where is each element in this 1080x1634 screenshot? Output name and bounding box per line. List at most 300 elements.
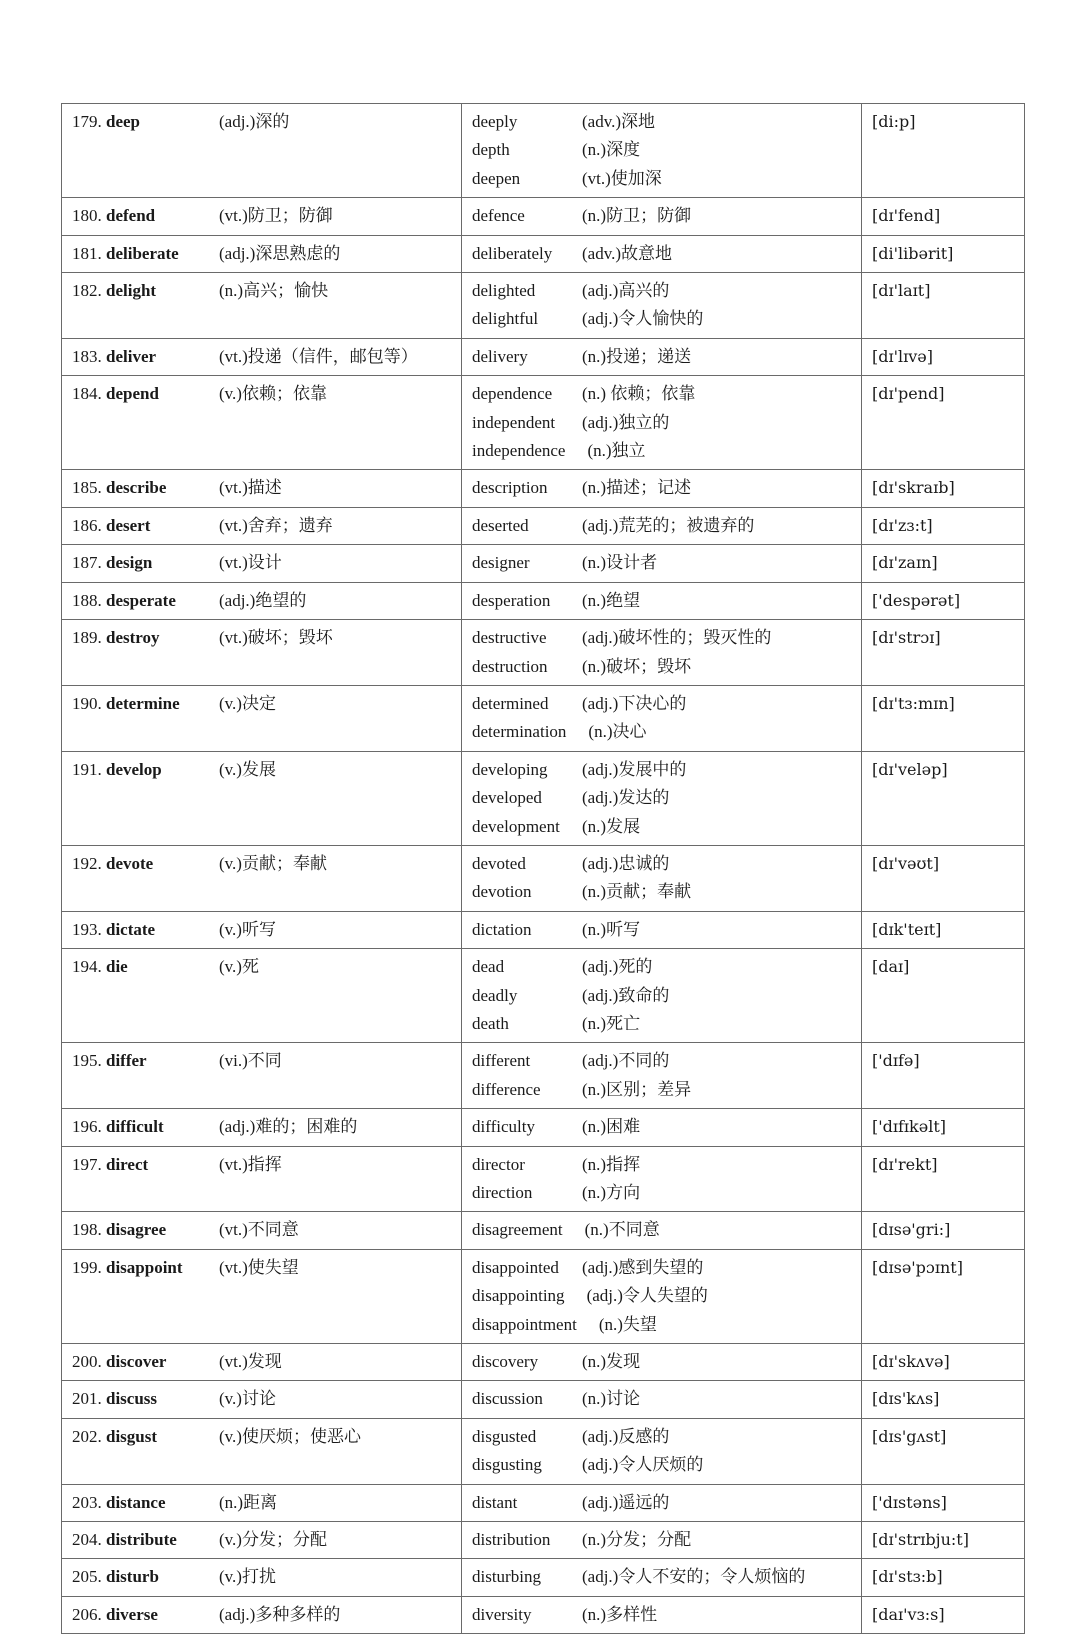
phonetic-cell	[862, 104, 1025, 198]
derivative-line	[472, 1216, 851, 1244]
headword-line	[72, 1385, 451, 1413]
headword-cell	[62, 1559, 462, 1596]
phonetic-cell	[862, 1249, 1025, 1343]
headword-label	[72, 1385, 185, 1413]
phonetic-cell	[862, 1418, 1025, 1484]
derivative-word: delightful	[472, 309, 539, 329]
headword: die	[106, 957, 128, 977]
headword-label	[72, 756, 185, 784]
phonetic-transcription: [daɪ'vɜ:s]	[872, 1604, 945, 1624]
derivative-word: developing	[472, 759, 548, 779]
derivative-meaning: (adj.)发达的	[582, 788, 670, 808]
derivatives-cell	[462, 1596, 862, 1633]
headword-label	[72, 850, 185, 878]
headword-label	[72, 1216, 185, 1244]
phonetic-cell	[862, 845, 1025, 911]
table-row	[62, 545, 1025, 582]
derivative-meaning: (n.)绝望	[582, 590, 641, 610]
derivative-meaning: (adj.)令人愉快的	[582, 309, 704, 329]
headword: deep	[106, 112, 140, 131]
headword: design	[106, 553, 153, 573]
entry-number: 188.	[72, 590, 102, 610]
derivative-meaning: (n.)贡献；奉献	[582, 882, 692, 902]
derivative-word: devotion	[472, 882, 532, 902]
headword-label	[72, 1601, 185, 1629]
headword-label	[72, 1151, 185, 1179]
headword: discover	[106, 1352, 167, 1372]
entry-number: 181.	[72, 243, 102, 263]
headword: delight	[106, 281, 157, 301]
entry-number: 182.	[72, 281, 102, 301]
derivative-line	[472, 690, 851, 718]
headword-line	[72, 380, 451, 408]
headword-line	[72, 1216, 451, 1244]
headword: distribute	[106, 1530, 177, 1550]
derivative-line	[472, 512, 851, 540]
derivative-line	[472, 1179, 851, 1207]
phonetic-transcription: ['despərət]	[872, 590, 961, 610]
derivatives-cell	[462, 1484, 862, 1521]
derivative-word: designer	[472, 553, 530, 573]
headword-meaning: (n.)距离	[219, 1492, 278, 1512]
derivative-line	[472, 474, 851, 502]
headword-label	[72, 690, 185, 718]
derivatives-cell	[462, 1109, 862, 1146]
headword: deliver	[106, 346, 157, 366]
derivative-meaning: (n.)发现	[582, 1352, 641, 1372]
headword-meaning: (vi.)不同	[219, 1051, 282, 1071]
phonetic-transcription: [dɪ'laɪt]	[872, 281, 931, 301]
derivative-meaning: (adj.)致命的	[582, 985, 670, 1005]
derivative-meaning: (n.)决心	[588, 722, 647, 742]
headword-label	[72, 512, 185, 540]
derivatives-cell	[462, 1249, 862, 1343]
phonetic-transcription: [dɪ'veləp]	[872, 759, 948, 779]
derivative-line	[472, 982, 851, 1010]
headword-label	[72, 1047, 185, 1075]
derivative-line	[472, 1563, 851, 1591]
derivative-word: different	[472, 1051, 531, 1071]
headword-line	[72, 343, 451, 371]
derivative-line	[472, 240, 851, 268]
entry-number: 204.	[72, 1530, 102, 1550]
headword-meaning: (vt.)设计	[219, 553, 282, 573]
derivatives-cell	[462, 1381, 862, 1418]
derivative-meaning: (adj.)独立的	[582, 412, 670, 432]
entry-number: 199.	[72, 1257, 102, 1277]
headword-line	[72, 1489, 451, 1517]
headword-cell	[62, 1596, 462, 1633]
derivative-meaning: (n.)讨论	[582, 1389, 641, 1409]
phonetic-transcription: [dɪ'zaɪn]	[872, 553, 938, 573]
derivative-word: director	[472, 1154, 525, 1174]
headword-cell	[62, 845, 462, 911]
derivative-word: disgusted	[472, 1426, 537, 1446]
phonetic-cell	[862, 911, 1025, 948]
headword-label	[72, 1526, 185, 1554]
derivatives-cell	[462, 507, 862, 544]
headword-line	[72, 690, 451, 718]
headword: depend	[106, 384, 159, 404]
headword-cell	[62, 949, 462, 1043]
derivative-meaning: (n.)投递；递送	[582, 346, 692, 366]
derivative-meaning: (n.)不同意	[584, 1220, 660, 1240]
phonetic-transcription: [dɪ'strɔɪ]	[872, 628, 941, 648]
derivative-word: difficulty	[472, 1117, 535, 1137]
derivatives-cell	[462, 1146, 862, 1212]
headword-label	[72, 108, 185, 136]
derivative-line	[472, 437, 851, 465]
headword-cell	[62, 545, 462, 582]
headword-meaning: (v.)发展	[219, 759, 276, 779]
headword-cell	[62, 470, 462, 507]
derivative-line	[472, 343, 851, 371]
derivative-word: deepen	[472, 168, 521, 188]
phonetic-cell	[862, 1596, 1025, 1633]
table-row	[62, 1109, 1025, 1146]
phonetic-cell	[862, 338, 1025, 375]
headword-line	[72, 1423, 451, 1451]
headword-line	[72, 850, 451, 878]
table-row	[62, 338, 1025, 375]
derivative-line	[472, 1047, 851, 1075]
phonetic-cell	[862, 751, 1025, 845]
entry-number: 193.	[72, 919, 102, 939]
table-row	[62, 620, 1025, 686]
derivative-meaning: (n.)区别；差异	[582, 1079, 692, 1099]
derivative-line	[472, 1423, 851, 1451]
phonetic-transcription: [dɪ'tɜ:mɪn]	[872, 693, 955, 713]
derivative-meaning: (n.)听写	[582, 919, 641, 939]
table-row	[62, 470, 1025, 507]
table-row	[62, 911, 1025, 948]
derivative-word: disturbing	[472, 1567, 541, 1587]
headword-line	[72, 587, 451, 615]
phonetic-transcription: [dɪsə'gri:]	[872, 1220, 951, 1240]
headword-meaning: (adj.)多种多样的	[219, 1604, 341, 1624]
derivative-word: defence	[472, 206, 525, 226]
table-row	[62, 376, 1025, 470]
headword-cell	[62, 582, 462, 619]
derivatives-cell	[462, 582, 862, 619]
vocabulary-table	[61, 103, 1025, 1634]
derivative-word: determined	[472, 693, 549, 713]
derivative-word: independent	[472, 412, 556, 432]
derivative-word: direction	[472, 1183, 533, 1202]
derivative-word: difference	[472, 1079, 541, 1099]
headword-line	[72, 474, 451, 502]
derivatives-cell	[462, 338, 862, 375]
phonetic-transcription: [dɪ'stɜ:b]	[872, 1567, 943, 1587]
entry-number: 203.	[72, 1492, 102, 1512]
derivative-word: devoted	[472, 853, 526, 873]
phonetic-cell	[862, 1344, 1025, 1381]
phonetic-cell	[862, 1381, 1025, 1418]
headword-cell	[62, 198, 462, 235]
derivatives-cell	[462, 235, 862, 272]
derivative-line	[472, 165, 851, 193]
table-row	[62, 198, 1025, 235]
derivative-word: delivery	[472, 346, 528, 366]
derivative-meaning: (n.) 依赖；依靠	[582, 384, 696, 404]
phonetic-cell	[862, 1043, 1025, 1109]
entry-number: 201.	[72, 1389, 102, 1409]
phonetic-transcription: [dɪ'fend]	[872, 206, 941, 226]
derivative-word: disappointing	[472, 1286, 565, 1306]
phonetic-cell	[862, 470, 1025, 507]
headword-meaning: (adj.)难的；困难的	[219, 1117, 358, 1137]
derivative-line	[472, 1451, 851, 1479]
derivative-word: desperation	[472, 590, 551, 610]
derivative-line	[472, 587, 851, 615]
headword-meaning: (v.)依赖；依靠	[219, 384, 327, 404]
derivative-word: dead	[472, 957, 505, 977]
headword-line	[72, 1254, 451, 1282]
headword-cell	[62, 273, 462, 339]
headword: develop	[106, 759, 162, 779]
phonetic-cell	[862, 376, 1025, 470]
phonetic-transcription: ['dɪstəns]	[872, 1492, 947, 1512]
headword: defend	[106, 206, 156, 226]
derivative-line	[472, 1385, 851, 1413]
headword-meaning: (adj.)深思熟虑的	[219, 243, 341, 263]
derivative-word: development	[472, 816, 560, 836]
derivative-meaning: (adj.)令人失望的	[586, 1286, 708, 1306]
headword-label	[72, 380, 185, 408]
vocabulary-table-body	[62, 104, 1025, 1634]
headword-cell	[62, 104, 462, 198]
derivative-line	[472, 1010, 851, 1038]
derivative-meaning: (adj.)不同的	[582, 1051, 670, 1071]
headword-line	[72, 1526, 451, 1554]
headword-line	[72, 953, 451, 981]
headword-meaning: (adj.)绝望的	[219, 590, 307, 610]
derivatives-cell	[462, 198, 862, 235]
headword-line	[72, 512, 451, 540]
headword-line	[72, 624, 451, 652]
derivatives-cell	[462, 1344, 862, 1381]
phonetic-cell	[862, 1212, 1025, 1249]
derivative-line	[472, 108, 851, 136]
headword-line	[72, 1151, 451, 1179]
derivative-meaning: (n.)失望	[598, 1314, 657, 1334]
derivative-line	[472, 1254, 851, 1282]
derivative-line	[472, 1489, 851, 1517]
headword-cell	[62, 235, 462, 272]
headword-cell	[62, 376, 462, 470]
headword-line	[72, 1113, 451, 1141]
headword-meaning: (vt.)描述	[219, 478, 282, 498]
headword-cell	[62, 1381, 462, 1418]
derivatives-cell	[462, 376, 862, 470]
phonetic-cell	[862, 1484, 1025, 1521]
derivatives-cell	[462, 949, 862, 1043]
headword: difficult	[106, 1117, 164, 1137]
derivative-meaning: (n.)多样性	[582, 1604, 658, 1624]
derivative-word: description	[472, 478, 548, 498]
headword: disappoint	[106, 1257, 183, 1277]
headword-line	[72, 277, 451, 305]
headword-cell	[62, 1212, 462, 1249]
derivative-word: dictation	[472, 919, 532, 939]
headword-line	[72, 240, 451, 268]
derivatives-cell	[462, 1559, 862, 1596]
headword-cell	[62, 1484, 462, 1521]
headword-label	[72, 587, 185, 615]
headword: direct	[106, 1154, 149, 1174]
derivative-meaning: (adj.)忠诚的	[582, 853, 670, 873]
table-row	[62, 845, 1025, 911]
headword-label	[72, 474, 185, 502]
phonetic-transcription: [dɪs'gʌst]	[872, 1426, 947, 1446]
headword-label	[72, 240, 185, 268]
derivative-word: disappointment	[472, 1314, 577, 1334]
table-row	[62, 1043, 1025, 1109]
headword-meaning: (vt.)舍弃；遗弃	[219, 515, 333, 535]
derivative-meaning: (adj.)死的	[582, 957, 653, 977]
headword-meaning: (vt.)防卫；防御	[219, 206, 333, 226]
derivative-line	[472, 409, 851, 437]
derivative-line	[472, 1113, 851, 1141]
headword-cell	[62, 1043, 462, 1109]
headword-cell	[62, 338, 462, 375]
headword: determine	[106, 693, 180, 713]
headword-meaning: (vt.)破坏；毁坏	[219, 628, 333, 648]
derivative-word: discussion	[472, 1389, 543, 1409]
phonetic-cell	[862, 1109, 1025, 1146]
headword-cell	[62, 1249, 462, 1343]
derivative-meaning: (adj.)发展中的	[582, 759, 687, 779]
phonetic-transcription: [dɪ'vəʊt]	[872, 853, 940, 873]
derivatives-cell	[462, 1418, 862, 1484]
derivative-line	[472, 1076, 851, 1104]
derivatives-cell	[462, 104, 862, 198]
headword-meaning: (v.)讨论	[219, 1389, 276, 1409]
derivative-meaning: (n.)深度	[582, 140, 641, 160]
derivative-meaning: (adj.)反感的	[582, 1426, 670, 1446]
derivative-word: deliberately	[472, 243, 553, 263]
phonetic-cell	[862, 198, 1025, 235]
headword-cell	[62, 911, 462, 948]
headword: desert	[106, 515, 151, 535]
headword-label	[72, 202, 185, 230]
phonetic-transcription: [di:p]	[872, 112, 916, 131]
derivatives-cell	[462, 620, 862, 686]
headword-label	[72, 1423, 185, 1451]
headword-meaning: (v.)贡献；奉献	[219, 853, 327, 873]
headword-label	[72, 1113, 185, 1141]
headword-meaning: (vt.)使失望	[219, 1257, 299, 1277]
derivative-word: dependence	[472, 384, 553, 404]
derivative-meaning: (n.)描述；记述	[582, 478, 692, 498]
derivatives-cell	[462, 845, 862, 911]
derivative-meaning: (n.)独立	[587, 441, 646, 461]
entry-number: 186.	[72, 515, 102, 535]
derivative-word: destructive	[472, 628, 547, 648]
derivative-word: disgusting	[472, 1455, 542, 1475]
derivative-line	[472, 305, 851, 333]
derivative-word: distant	[472, 1492, 518, 1512]
derivative-line	[472, 277, 851, 305]
derivative-meaning: (adj.)破坏性的；毁灭性的	[582, 628, 772, 648]
derivatives-cell	[462, 545, 862, 582]
derivatives-cell	[462, 470, 862, 507]
derivative-line	[472, 653, 851, 681]
derivative-meaning: (adj.)遥远的	[582, 1492, 670, 1512]
derivatives-cell	[462, 1043, 862, 1109]
headword-meaning: (vt.)不同意	[219, 1220, 299, 1240]
entry-number: 184.	[72, 384, 102, 404]
entry-number: 197.	[72, 1154, 102, 1174]
headword-meaning: (vt.)发现	[219, 1352, 282, 1372]
headword-cell	[62, 507, 462, 544]
derivatives-cell	[462, 685, 862, 751]
headword-label	[72, 1348, 185, 1376]
entry-number: 190.	[72, 693, 102, 713]
table-row	[62, 1249, 1025, 1343]
headword: desperate	[106, 590, 176, 610]
phonetic-cell	[862, 1146, 1025, 1212]
table-row	[62, 1146, 1025, 1212]
derivative-line	[472, 202, 851, 230]
phonetic-transcription: [dɪ'rekt]	[872, 1154, 938, 1174]
headword-label	[72, 624, 185, 652]
headword-cell	[62, 1522, 462, 1559]
phonetic-cell	[862, 235, 1025, 272]
headword-label	[72, 1489, 185, 1517]
entry-number: 185.	[72, 478, 102, 498]
entry-number: 200.	[72, 1352, 102, 1372]
table-row	[62, 507, 1025, 544]
phonetic-transcription: [dɪsə'pɔɪnt]	[872, 1257, 963, 1277]
derivatives-cell	[462, 1522, 862, 1559]
table-row	[62, 751, 1025, 845]
derivative-line	[472, 850, 851, 878]
derivative-word: deadly	[472, 985, 518, 1005]
phonetic-transcription: [di'libərit]	[872, 243, 954, 263]
headword-line	[72, 1047, 451, 1075]
derivative-line	[472, 1348, 851, 1376]
phonetic-transcription: [dɪ'zɜ:t]	[872, 515, 933, 535]
derivative-meaning: (n.)防卫；防御	[582, 206, 692, 226]
phonetic-transcription: [dɪ'pend]	[872, 384, 945, 404]
derivative-meaning: (adj.)下决心的	[582, 693, 687, 713]
headword-line	[72, 549, 451, 577]
table-row	[62, 235, 1025, 272]
table-row	[62, 1596, 1025, 1633]
derivative-word: death	[472, 1013, 509, 1033]
derivative-meaning: (adj.)感到失望的	[582, 1257, 704, 1277]
derivative-line	[472, 624, 851, 652]
derivative-line	[472, 1282, 851, 1310]
derivative-meaning: (n.)死亡	[582, 1013, 641, 1033]
entry-number: 179.	[72, 112, 102, 131]
derivative-word: disagreement	[472, 1220, 563, 1240]
derivative-meaning: (adv.)深地	[582, 112, 656, 131]
derivative-line	[472, 549, 851, 577]
derivative-line	[472, 1526, 851, 1554]
headword-cell	[62, 751, 462, 845]
derivative-meaning: (adj.)荒芜的；被遗弃的	[582, 515, 755, 535]
headword-line	[72, 1563, 451, 1591]
derivative-word: distribution	[472, 1530, 551, 1550]
derivative-word: deeply	[472, 112, 518, 131]
entry-number: 202.	[72, 1426, 102, 1446]
derivative-word: depth	[472, 140, 510, 160]
derivative-word: discovery	[472, 1352, 539, 1372]
headword-label	[72, 916, 185, 944]
derivative-word: diversity	[472, 1604, 532, 1624]
